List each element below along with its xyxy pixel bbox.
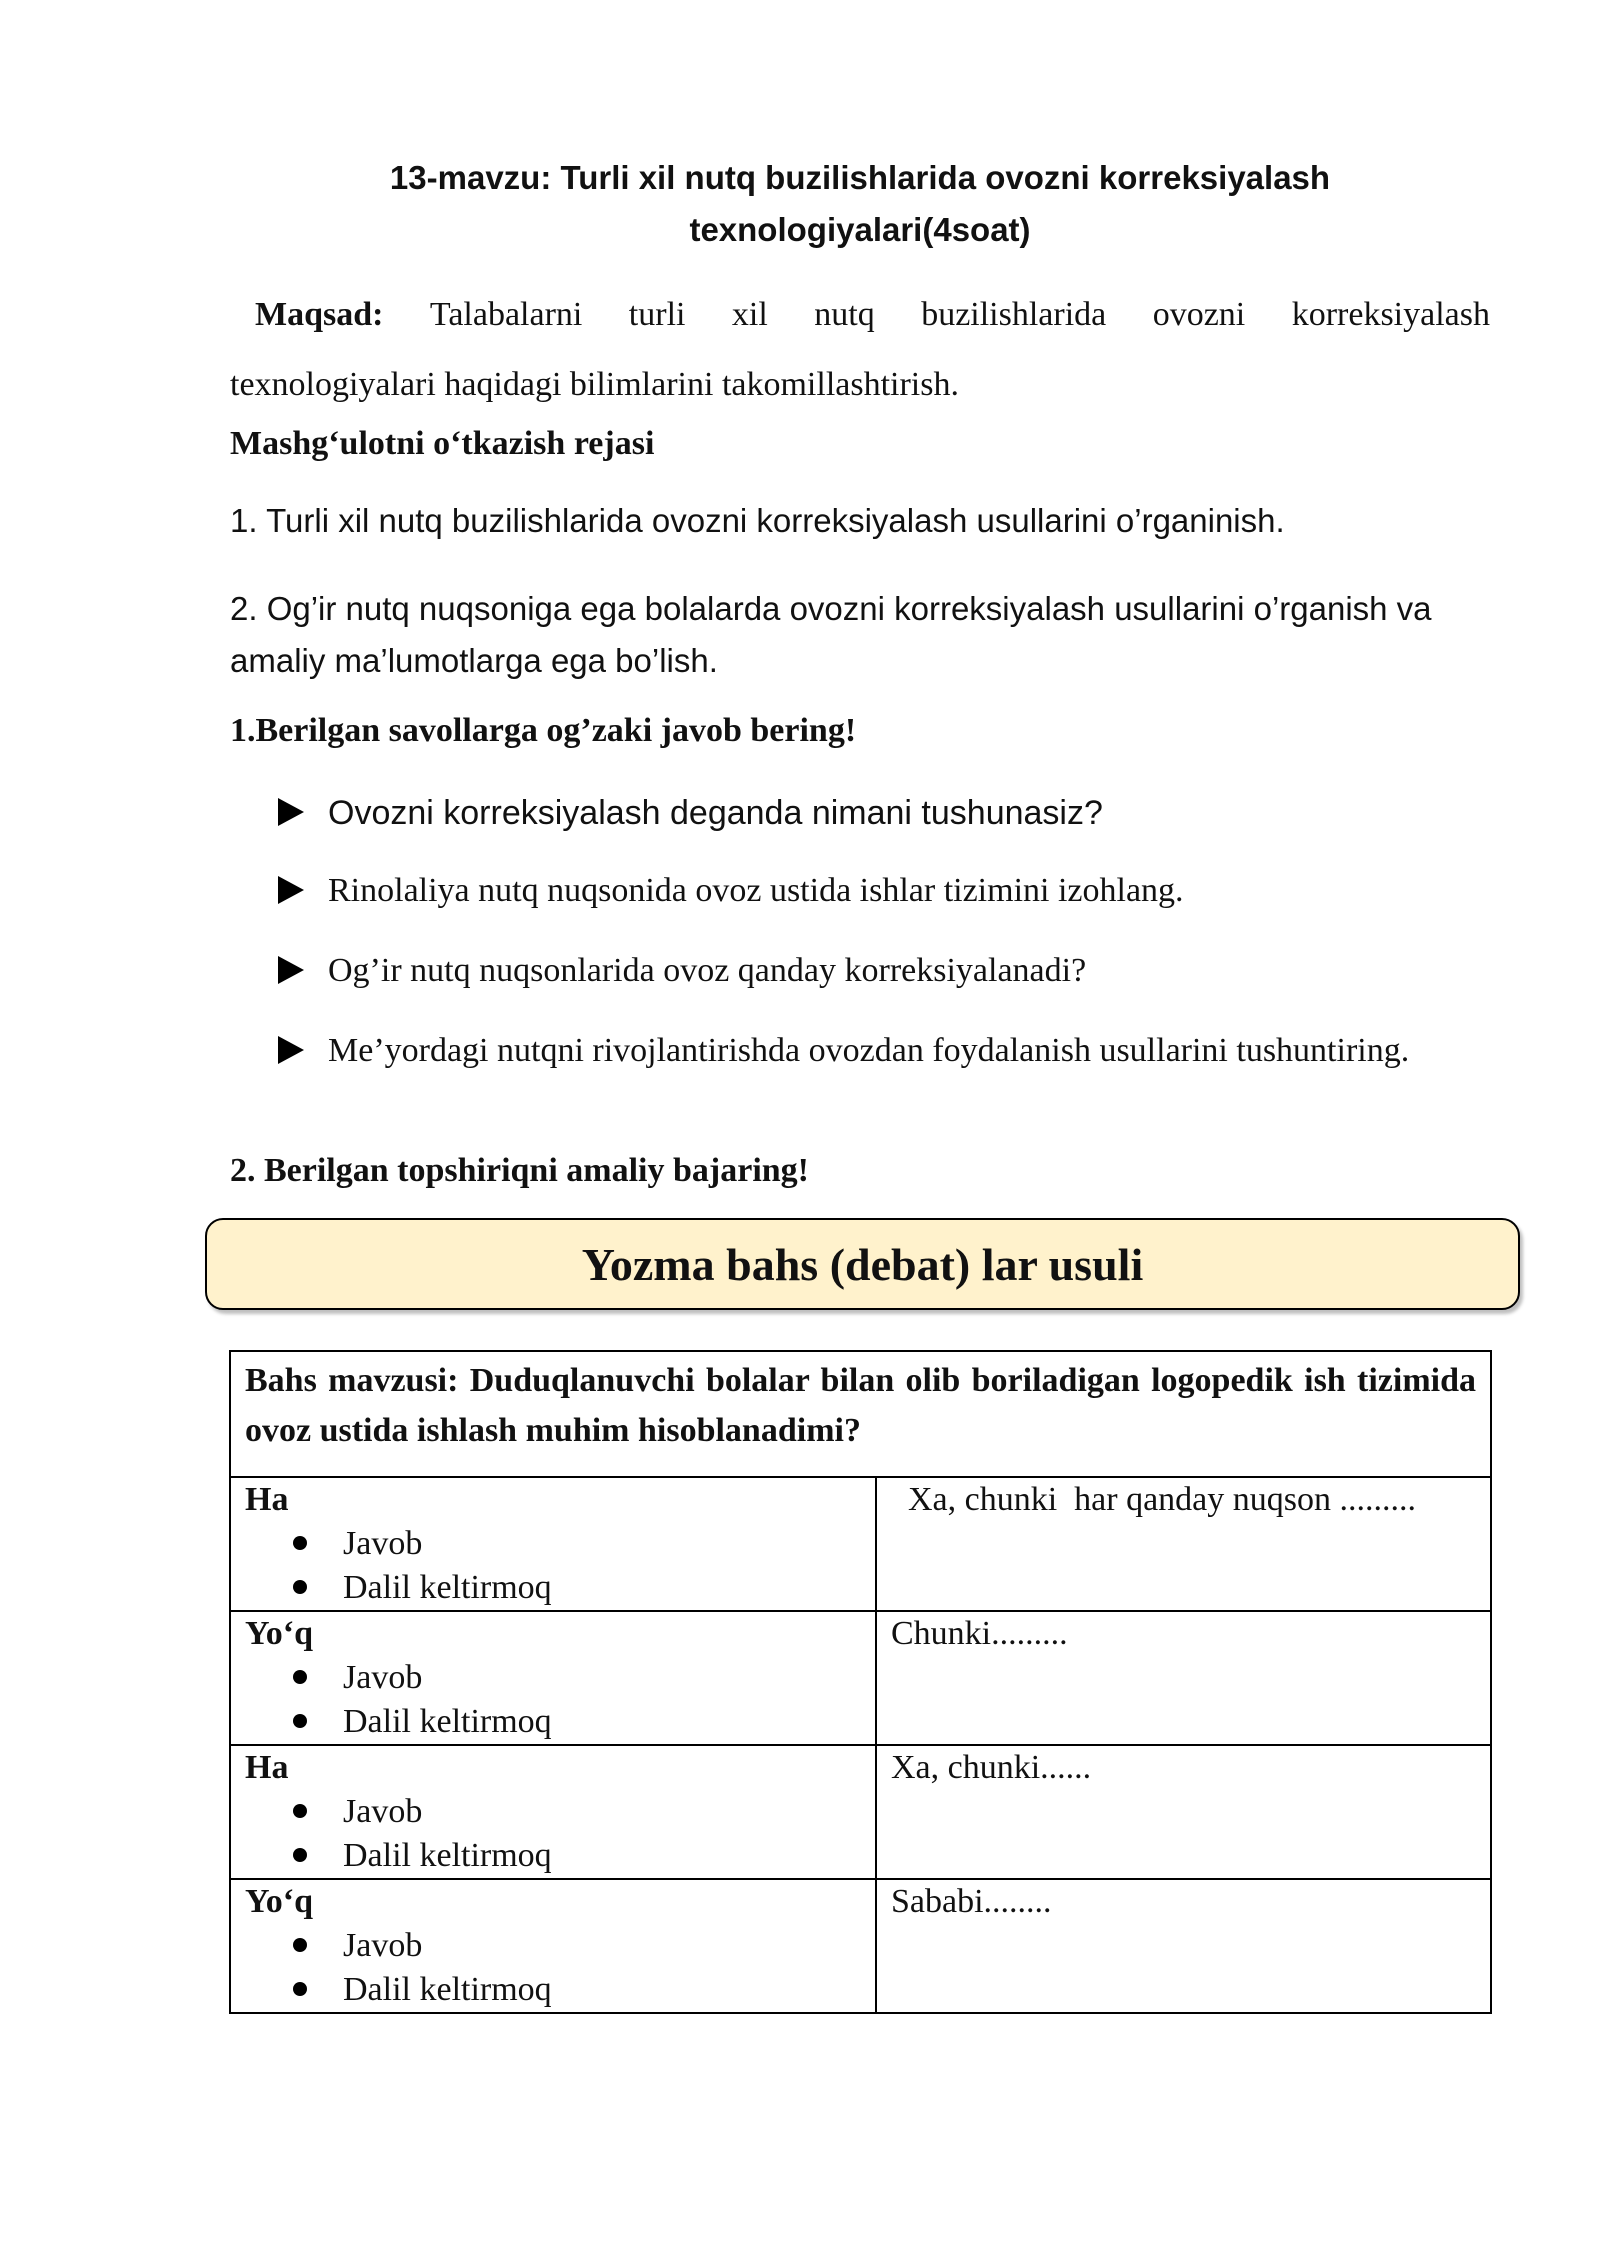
plan-item-1: 1. Turli xil nutq buzilishlarida ovozni korreksiyalash usullarini o’rganinish. xyxy=(230,502,1285,539)
list-item xyxy=(293,1924,875,1968)
answer-text: Sababi........ xyxy=(891,1883,1052,1920)
task-heading: 2. Berilgan topshiriqni amaliy bajaring! xyxy=(230,1152,809,1189)
goal-word: nutq xyxy=(814,296,875,333)
point-text: Dalil keltirmoq xyxy=(343,1569,552,1606)
point-list xyxy=(245,1522,875,1610)
list-item xyxy=(278,1026,1478,1076)
answer-cell xyxy=(876,1477,1491,1611)
list-item xyxy=(293,1700,875,1744)
point-text: Javob xyxy=(343,1927,423,1964)
table-row xyxy=(230,1879,1491,2013)
title-line-2: texnologiyalari(4soat) xyxy=(689,211,1031,248)
banner-title: Yozma bahs (debat) lar usuli xyxy=(581,1238,1144,1290)
table-row xyxy=(230,1477,1491,1611)
bullet-dot-icon xyxy=(293,1804,307,1818)
list-item xyxy=(293,1566,875,1610)
point-text: Dalil keltirmoq xyxy=(343,1971,552,2008)
table-row xyxy=(230,1351,1491,1477)
side-cell xyxy=(230,1879,876,2013)
debate-table xyxy=(229,1350,1492,2014)
debate-topic: Bahs mavzusi: Duduqlanuvchi bolalar bilan olib boriladigan logopedik ish tizimida ovoz ustida ishlash muhim hisoblanadimi? xyxy=(230,1351,1491,1477)
answer-text: Xa, chunki har qanday nuqson ......... xyxy=(891,1481,1417,1518)
goal-word: xil xyxy=(731,296,768,333)
plan-item-2: 2. Og’ir nutq nuqsoniga ega bolalarda ovozni korreksiyalash usullarini o’rganish va amaliy ma’lumotlarga ega bo’lish. xyxy=(230,590,1432,679)
bullet-dot-icon xyxy=(293,1982,307,1996)
list-item xyxy=(293,1790,875,1834)
list-item xyxy=(278,788,1478,838)
list-item xyxy=(278,946,1478,996)
list-item xyxy=(293,1834,875,1878)
page-title xyxy=(230,152,1490,256)
plan-heading: Mashg‘ulotni o‘tkazish rejasi xyxy=(230,425,655,462)
side-label: Ha xyxy=(245,1481,289,1518)
point-text: Javob xyxy=(343,1659,423,1696)
goal-word: turli xyxy=(628,296,686,333)
bullet-dot-icon xyxy=(293,1848,307,1862)
side-cell xyxy=(230,1477,876,1611)
point-list xyxy=(245,1656,875,1744)
bullet-dot-icon xyxy=(293,1580,307,1594)
list-item xyxy=(278,866,1478,916)
goal-word: korreksiyalash xyxy=(1291,296,1490,333)
point-text: Javob xyxy=(343,1793,423,1830)
point-text: Dalil keltirmoq xyxy=(343,1703,552,1740)
title-line-1: 13-mavzu: Turli xil nutq buzilishlarida ovozni korreksiyalash xyxy=(389,159,1331,196)
goal-paragraph xyxy=(230,280,1490,420)
triangle-bullet-icon xyxy=(278,876,304,904)
side-label: Yo‘q xyxy=(245,1883,314,1920)
question-text: Og’ir nutq nuqsonlarida ovoz qanday korreksiyalanadi? xyxy=(328,952,1087,989)
answer-text: Xa, chunki...... xyxy=(891,1749,1092,1786)
triangle-bullet-icon xyxy=(278,1036,304,1064)
question-text: Ovozni korreksiyalash deganda nimani tushunasiz? xyxy=(328,794,1103,832)
answer-cell xyxy=(876,1879,1491,2013)
goal-line-1 xyxy=(230,280,1490,350)
questions-list xyxy=(278,788,1478,1076)
side-label: Yo‘q xyxy=(245,1615,314,1652)
bullet-dot-icon xyxy=(293,1938,307,1952)
side-cell xyxy=(230,1745,876,1879)
question-text: Me’yordagi nutqni rivojlantirishda ovozdan foydalanish usullarini tushuntiring. xyxy=(328,1032,1410,1069)
answer-text: Chunki......... xyxy=(891,1615,1068,1652)
bullet-dot-icon xyxy=(293,1670,307,1684)
answer-cell xyxy=(876,1611,1491,1745)
bullet-dot-icon xyxy=(293,1536,307,1550)
method-banner xyxy=(205,1218,1520,1310)
goal-word: Talabalarni xyxy=(429,296,583,333)
triangle-bullet-icon xyxy=(278,798,304,826)
goal-word: ovozni xyxy=(1152,296,1246,333)
side-label: Ha xyxy=(245,1749,289,1786)
questions-heading: 1.Berilgan savollarga og’zaki javob bering! xyxy=(230,712,857,749)
goal-word: buzilishlarida xyxy=(921,296,1107,333)
goal-line-2: texnologiyalari haqidagi bilimlarini takomillashtirish. xyxy=(230,366,959,403)
point-list xyxy=(245,1924,875,2012)
answer-cell xyxy=(876,1745,1491,1879)
goal-label: Maqsad: xyxy=(255,296,384,333)
list-item xyxy=(293,1656,875,1700)
list-item xyxy=(293,1968,875,2012)
side-cell xyxy=(230,1611,876,1745)
triangle-bullet-icon xyxy=(278,956,304,984)
point-text: Dalil keltirmoq xyxy=(343,1837,552,1874)
point-text: Javob xyxy=(343,1525,423,1562)
list-item xyxy=(293,1522,875,1566)
question-text: Rinolaliya nutq nuqsonida ovoz ustida ishlar tizimini izohlang. xyxy=(328,872,1184,909)
table-row xyxy=(230,1745,1491,1879)
bullet-dot-icon xyxy=(293,1714,307,1728)
table-row xyxy=(230,1611,1491,1745)
point-list xyxy=(245,1790,875,1878)
